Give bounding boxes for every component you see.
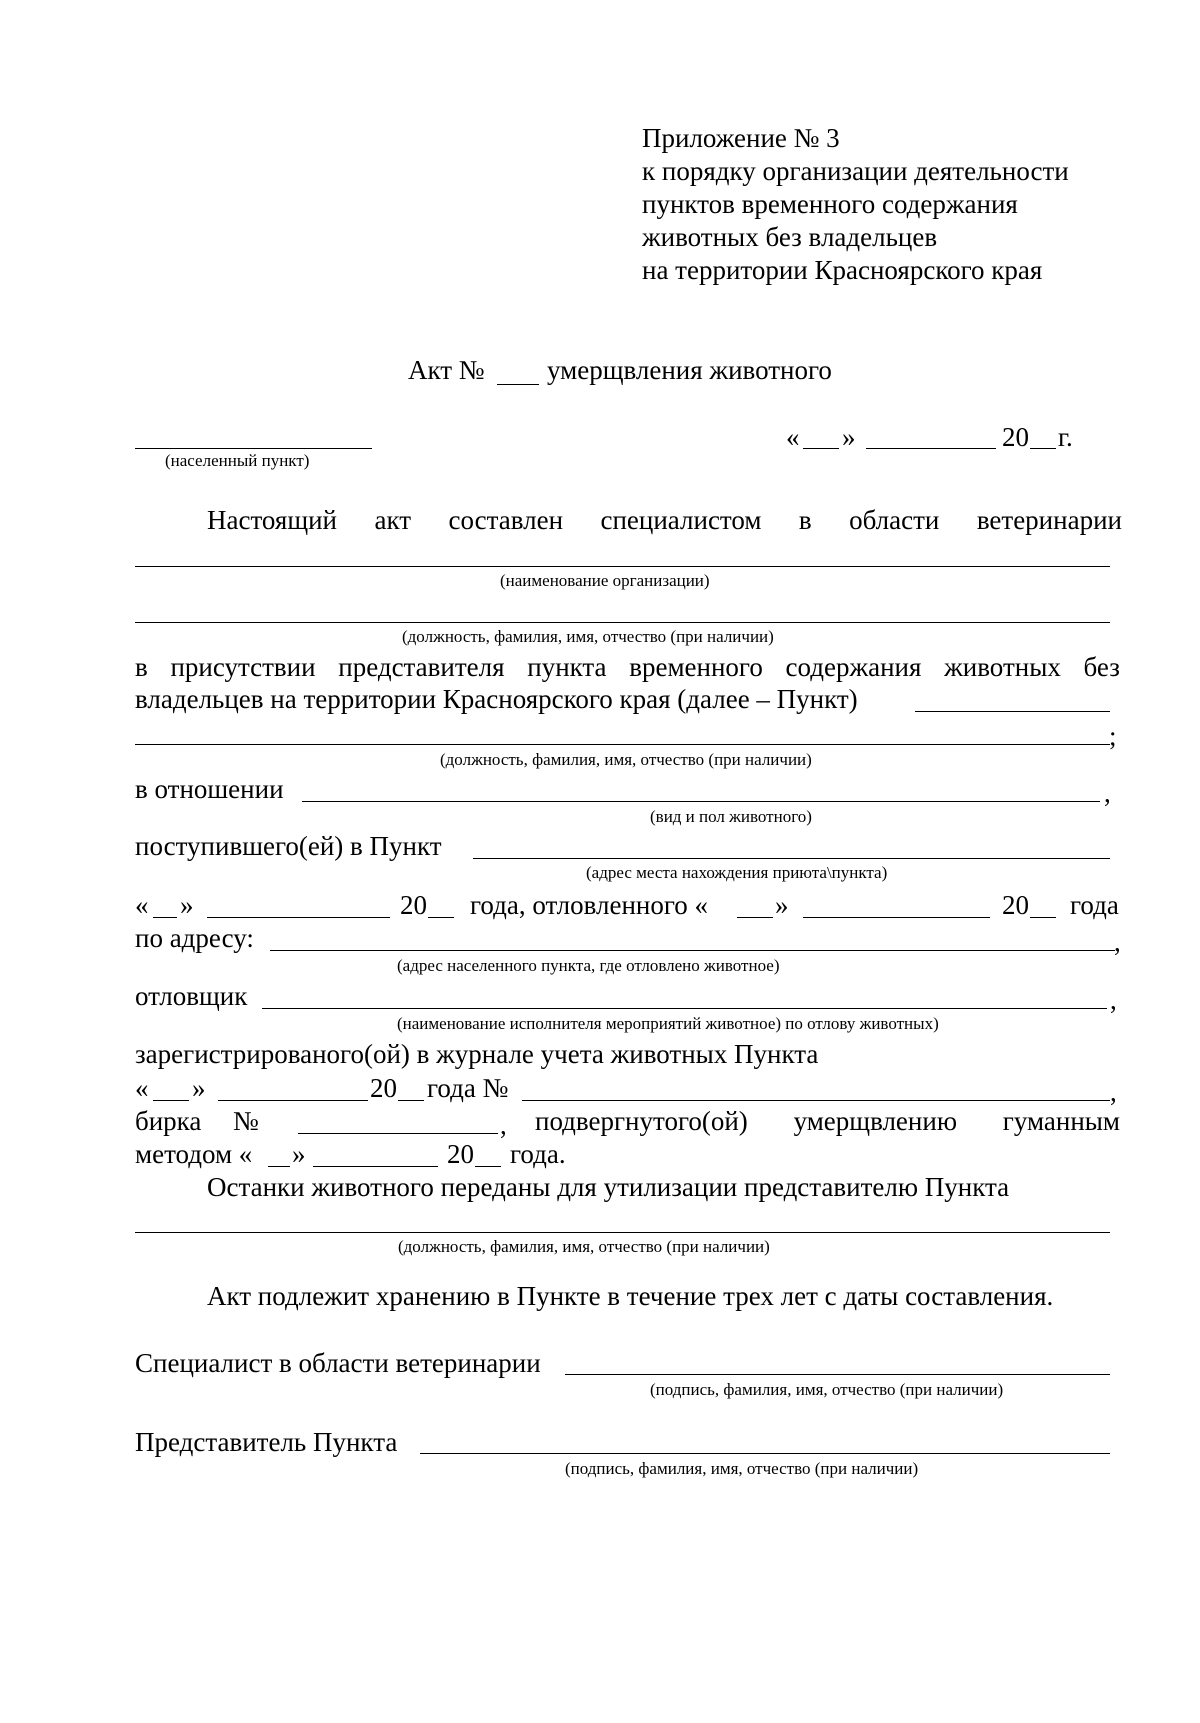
quote-close: » — [192, 1073, 206, 1103]
remains-receiver-field[interactable] — [135, 1232, 1110, 1233]
tag-label: бирка — [135, 1106, 202, 1136]
tag-number-sign: № — [233, 1106, 259, 1136]
month-field-received[interactable] — [207, 917, 390, 918]
appendix-line-5: на территории Красноярского края — [642, 255, 1043, 285]
representative-label: Представитель Пункта — [135, 1427, 398, 1457]
quote-open: « — [786, 422, 800, 452]
day-field-received[interactable] — [153, 917, 177, 918]
quote-open: « — [135, 890, 149, 920]
comma: , — [1114, 927, 1121, 957]
quote-close: » — [180, 890, 194, 920]
word: без — [1083, 652, 1120, 682]
day-field-caught[interactable] — [737, 917, 773, 918]
method-label: методом « — [135, 1139, 253, 1169]
caption-position-3: (должность, фамилия, имя, отчество (при наличии) — [398, 1237, 770, 1256]
appendix-block — [642, 122, 1069, 287]
catch-address-field[interactable] — [270, 950, 1115, 951]
presence-line-2: владельцев на территории Красноярского края (далее – Пункт) — [135, 684, 858, 714]
month-field-caught[interactable] — [803, 917, 990, 918]
appendix-line-1: Приложение № 3 — [642, 123, 840, 153]
caption-sign-1: (подпись, фамилия, имя, отчество (при наличии) — [650, 1380, 1004, 1399]
day-field-method[interactable] — [268, 1166, 290, 1167]
received-label: поступившего(ей) в Пункт — [135, 831, 442, 861]
word: пункта — [527, 652, 607, 682]
tag-number-field[interactable] — [298, 1133, 498, 1134]
word: временного — [629, 652, 763, 682]
year-field-method[interactable] — [475, 1166, 501, 1167]
storage-text: Акт подлежит хранению в Пункте в течение трех лет с даты составления. — [207, 1281, 1054, 1311]
catcher-label: отловщик — [135, 981, 248, 1011]
title-text: умерщвления животного — [547, 355, 832, 385]
word: животных — [944, 652, 1061, 682]
date-line-text: года, отловленного « — [470, 890, 708, 920]
quote-close: » — [775, 890, 789, 920]
caption-sign-2: (подпись, фамилия, имя, отчество (при наличии) — [565, 1459, 919, 1478]
year-prefix-registered: 20 — [370, 1073, 397, 1103]
appendix-line-2: к порядку организации деятельности — [642, 156, 1069, 186]
caption-position-2: (должность, фамилия, имя, отчество (при наличии) — [440, 750, 812, 769]
catcher-field[interactable] — [262, 1008, 1107, 1009]
tag-line-words — [535, 1108, 1120, 1135]
year-prefix-caught: 20 — [1002, 890, 1029, 920]
intro-line — [207, 507, 1122, 534]
date-line-suffix: года — [1070, 890, 1119, 920]
remains-text: Останки животного переданы для утилизации представителю Пункта — [207, 1172, 1010, 1202]
month-field-method[interactable] — [313, 1166, 438, 1167]
caption-shelter: (адрес места нахождения приюта\пункта) — [586, 863, 888, 882]
day-field-top[interactable] — [803, 448, 839, 449]
specialist-label: Специалист в области ветеринарии — [135, 1348, 541, 1378]
quote-close: » — [292, 1139, 306, 1169]
year-field-caught[interactable] — [1030, 917, 1056, 918]
caption-address: (адрес населенного пункта, где отловлено животное) — [397, 956, 780, 975]
appendix-line-3: пунктов временного содержания — [642, 189, 1018, 219]
point-representative-field-a[interactable] — [915, 711, 1110, 712]
year-field-received[interactable] — [428, 917, 454, 918]
word: ветеринарии — [976, 505, 1122, 535]
act-number-field[interactable] — [497, 384, 539, 385]
journal-number-field[interactable] — [522, 1100, 1110, 1101]
caption-organization: (наименование организации) — [500, 571, 710, 590]
quote-open: « — [135, 1073, 149, 1103]
word: гуманным — [1002, 1106, 1120, 1136]
specialist-signature-field[interactable] — [565, 1374, 1110, 1375]
word: представителя — [338, 652, 505, 682]
word: акт — [374, 505, 412, 535]
word: области — [849, 505, 940, 535]
settlement-field[interactable] — [135, 448, 372, 449]
specialist-position-field[interactable] — [135, 622, 1110, 623]
method-suffix: года. — [510, 1139, 566, 1169]
registered-number-label: года № — [427, 1073, 509, 1103]
registered-line-1: зарегистрированого(ой) в журнале учета животных Пункта — [135, 1039, 819, 1069]
caption-settlement: (населенный пункт) — [165, 451, 310, 470]
word: присутствии — [170, 652, 316, 682]
comma: , — [1110, 1077, 1117, 1107]
word: Настоящий — [207, 505, 338, 535]
relation-label: в отношении — [135, 774, 284, 804]
word: подвергнутого(ой) — [535, 1106, 748, 1136]
year-prefix-received: 20 — [400, 890, 427, 920]
representative-signature-field[interactable] — [420, 1453, 1110, 1454]
caption-position-1: (должность, фамилия, имя, отчество (при наличии) — [402, 627, 774, 646]
year-prefix-top: 20 — [1002, 422, 1029, 452]
year-field-registered[interactable] — [398, 1100, 424, 1101]
word: в — [135, 652, 148, 682]
point-representative-field-b[interactable] — [135, 744, 1110, 745]
word: специалистом — [600, 505, 762, 535]
word: в — [798, 505, 812, 535]
appendix-line-4: животных без владельцев — [642, 222, 938, 252]
year-field-top[interactable] — [1030, 448, 1056, 449]
day-field-registered[interactable] — [153, 1100, 189, 1101]
caption-catcher: (наименование исполнителя мероприятий животное) по отлову животных) — [397, 1014, 939, 1033]
year-prefix-method: 20 — [447, 1139, 474, 1169]
quote-close: » — [842, 422, 856, 452]
address-label: по адресу: — [135, 923, 254, 953]
animal-field[interactable] — [302, 801, 1100, 802]
semicolon: ; — [1109, 721, 1117, 751]
shelter-address-field[interactable] — [473, 858, 1110, 859]
comma: , — [1110, 985, 1117, 1015]
title-act-number: Акт № — [408, 355, 485, 385]
word: составлен — [448, 505, 564, 535]
year-suffix: г. — [1058, 422, 1073, 452]
word: содержания — [785, 652, 922, 682]
organization-field[interactable] — [135, 566, 1110, 567]
comma: , — [1104, 778, 1111, 808]
comma: , — [500, 1110, 507, 1140]
caption-animal: (вид и пол животного) — [650, 807, 812, 826]
presence-line-1 — [135, 654, 1120, 681]
month-field-top[interactable] — [866, 448, 996, 449]
word: умерщвлению — [793, 1106, 957, 1136]
month-field-registered[interactable] — [218, 1100, 368, 1101]
